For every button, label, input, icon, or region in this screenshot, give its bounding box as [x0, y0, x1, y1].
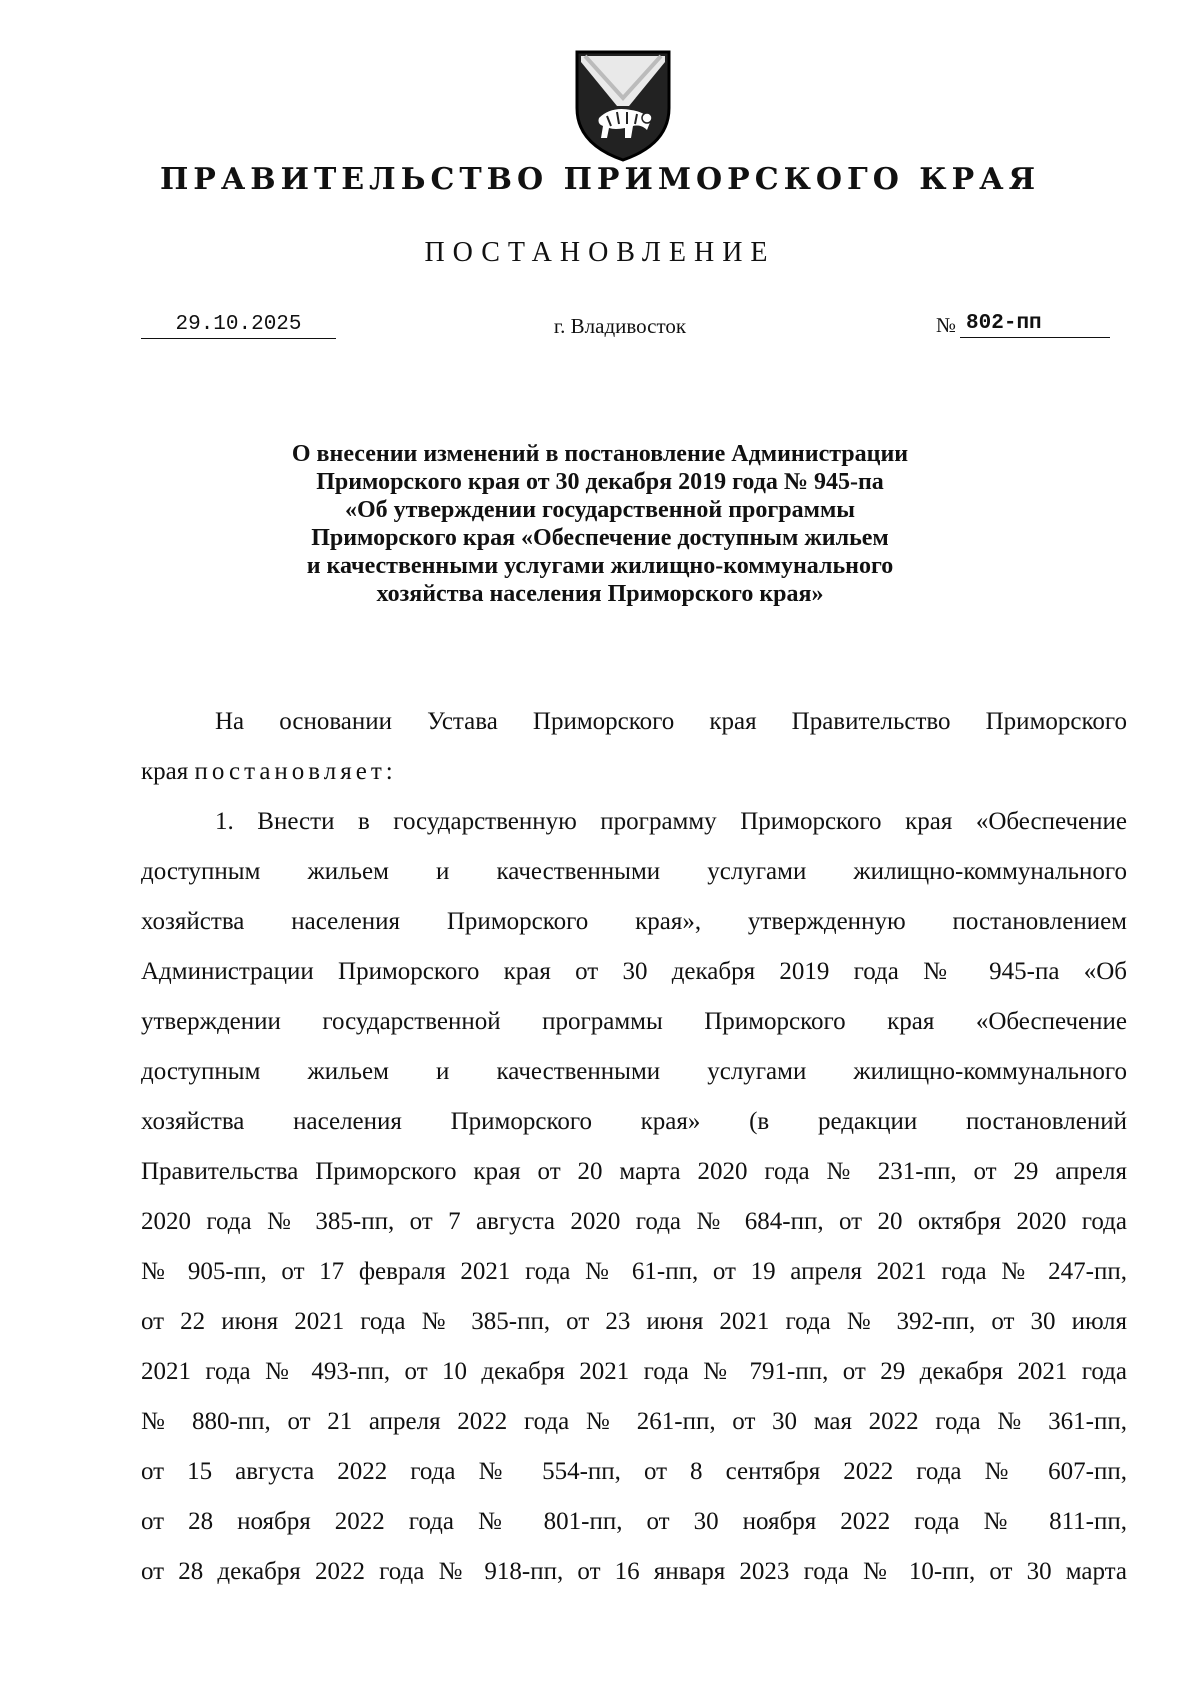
paragraph-line: доступным жильем и качественными услугами жилищно-коммунального	[141, 1058, 1127, 1085]
intro-line	[141, 747, 1127, 797]
document-date: 29.10.2025	[141, 312, 336, 339]
paragraph-line: от 28 декабря 2022 года № 918-пп, от 16 января 2023 года № 10-пп, от 30 марта	[141, 1558, 1127, 1585]
paragraph-line: 2020 года № 385-пп, от 7 августа 2020 года № 684-пп, от 20 октября 2020 года	[141, 1208, 1127, 1235]
paragraph-line: хозяйства населения Приморского края» (в редакции постановлений	[141, 1108, 1127, 1135]
document-type: ПОСТАНОВЛЕНИЕ	[424, 237, 776, 268]
paragraph-line: доступным жильем и качественными услугами жилищно-коммунального	[141, 858, 1127, 885]
subject-line: О внесении изменений в постановление Администрации	[291, 441, 909, 467]
coat-of-arms-icon	[571, 48, 675, 163]
subject-line: «Об утверждении государственной программы	[344, 497, 856, 523]
paragraph-line: хозяйства населения Приморского края», утвержденную постановлением	[141, 908, 1127, 935]
paragraph-line: от 22 июня 2021 года № 385-пп, от 23 июня 2021 года № 392-пп, от 30 июля	[141, 1308, 1127, 1335]
intro-prefix: края	[141, 758, 189, 785]
paragraph-line: 1. Внести в государственную программу Приморского края «Обеспечение	[215, 808, 1127, 835]
document-city: г. Владивосток	[553, 314, 687, 338]
number-value: 802-пп	[960, 311, 1110, 338]
paragraph-line: утверждении государственной программы Приморского края «Обеспечение	[141, 1008, 1127, 1035]
paragraph-line: от 15 августа 2022 года № 554-пп, от 8 сентября 2022 года № 607-пп,	[141, 1458, 1127, 1485]
subject-line: Приморского края «Обеспечение доступным жильем	[311, 525, 889, 551]
government-title: ПРАВИТЕЛЬСТВО ПРИМОРСКОГО КРАЯ	[159, 162, 1041, 197]
paragraph-line: Правительства Приморского края от 20 марта 2020 года № 231-пп, от 29 апреля	[141, 1158, 1127, 1185]
paragraph-line: 2021 года № 493-пп, от 10 декабря 2021 года № 791-пп, от 29 декабря 2021 года	[141, 1358, 1127, 1385]
paragraph-line: от 28 ноября 2022 года № 801-пп, от 30 ноября 2022 года № 811-пп,	[141, 1508, 1127, 1535]
document-subject	[150, 440, 1050, 608]
subject-line: хозяйства населения Приморского края»	[376, 581, 824, 607]
intro-line: На основании Устава Приморского края Правительство Приморского	[215, 708, 1127, 735]
subject-line: и качественными услугами жилищно-коммунального	[306, 553, 894, 579]
document-number	[936, 311, 1110, 338]
number-sign: №	[936, 313, 957, 337]
subject-line: Приморского края от 30 декабря 2019 года № 945-па	[316, 469, 884, 495]
intro-verb: постановляет:	[194, 758, 397, 785]
paragraph-line: № 880-пп, от 21 апреля 2022 года № 261-пп, от 30 мая 2022 года № 361-пп,	[141, 1408, 1127, 1435]
paragraph-line: Администрации Приморского края от 30 декабря 2019 года № 945-па «Об	[141, 958, 1127, 985]
paragraph-line: № 905-пп, от 17 февраля 2021 года № 61-пп, от 19 апреля 2021 года № 247-пп,	[141, 1258, 1127, 1285]
document-body	[141, 697, 1127, 1597]
